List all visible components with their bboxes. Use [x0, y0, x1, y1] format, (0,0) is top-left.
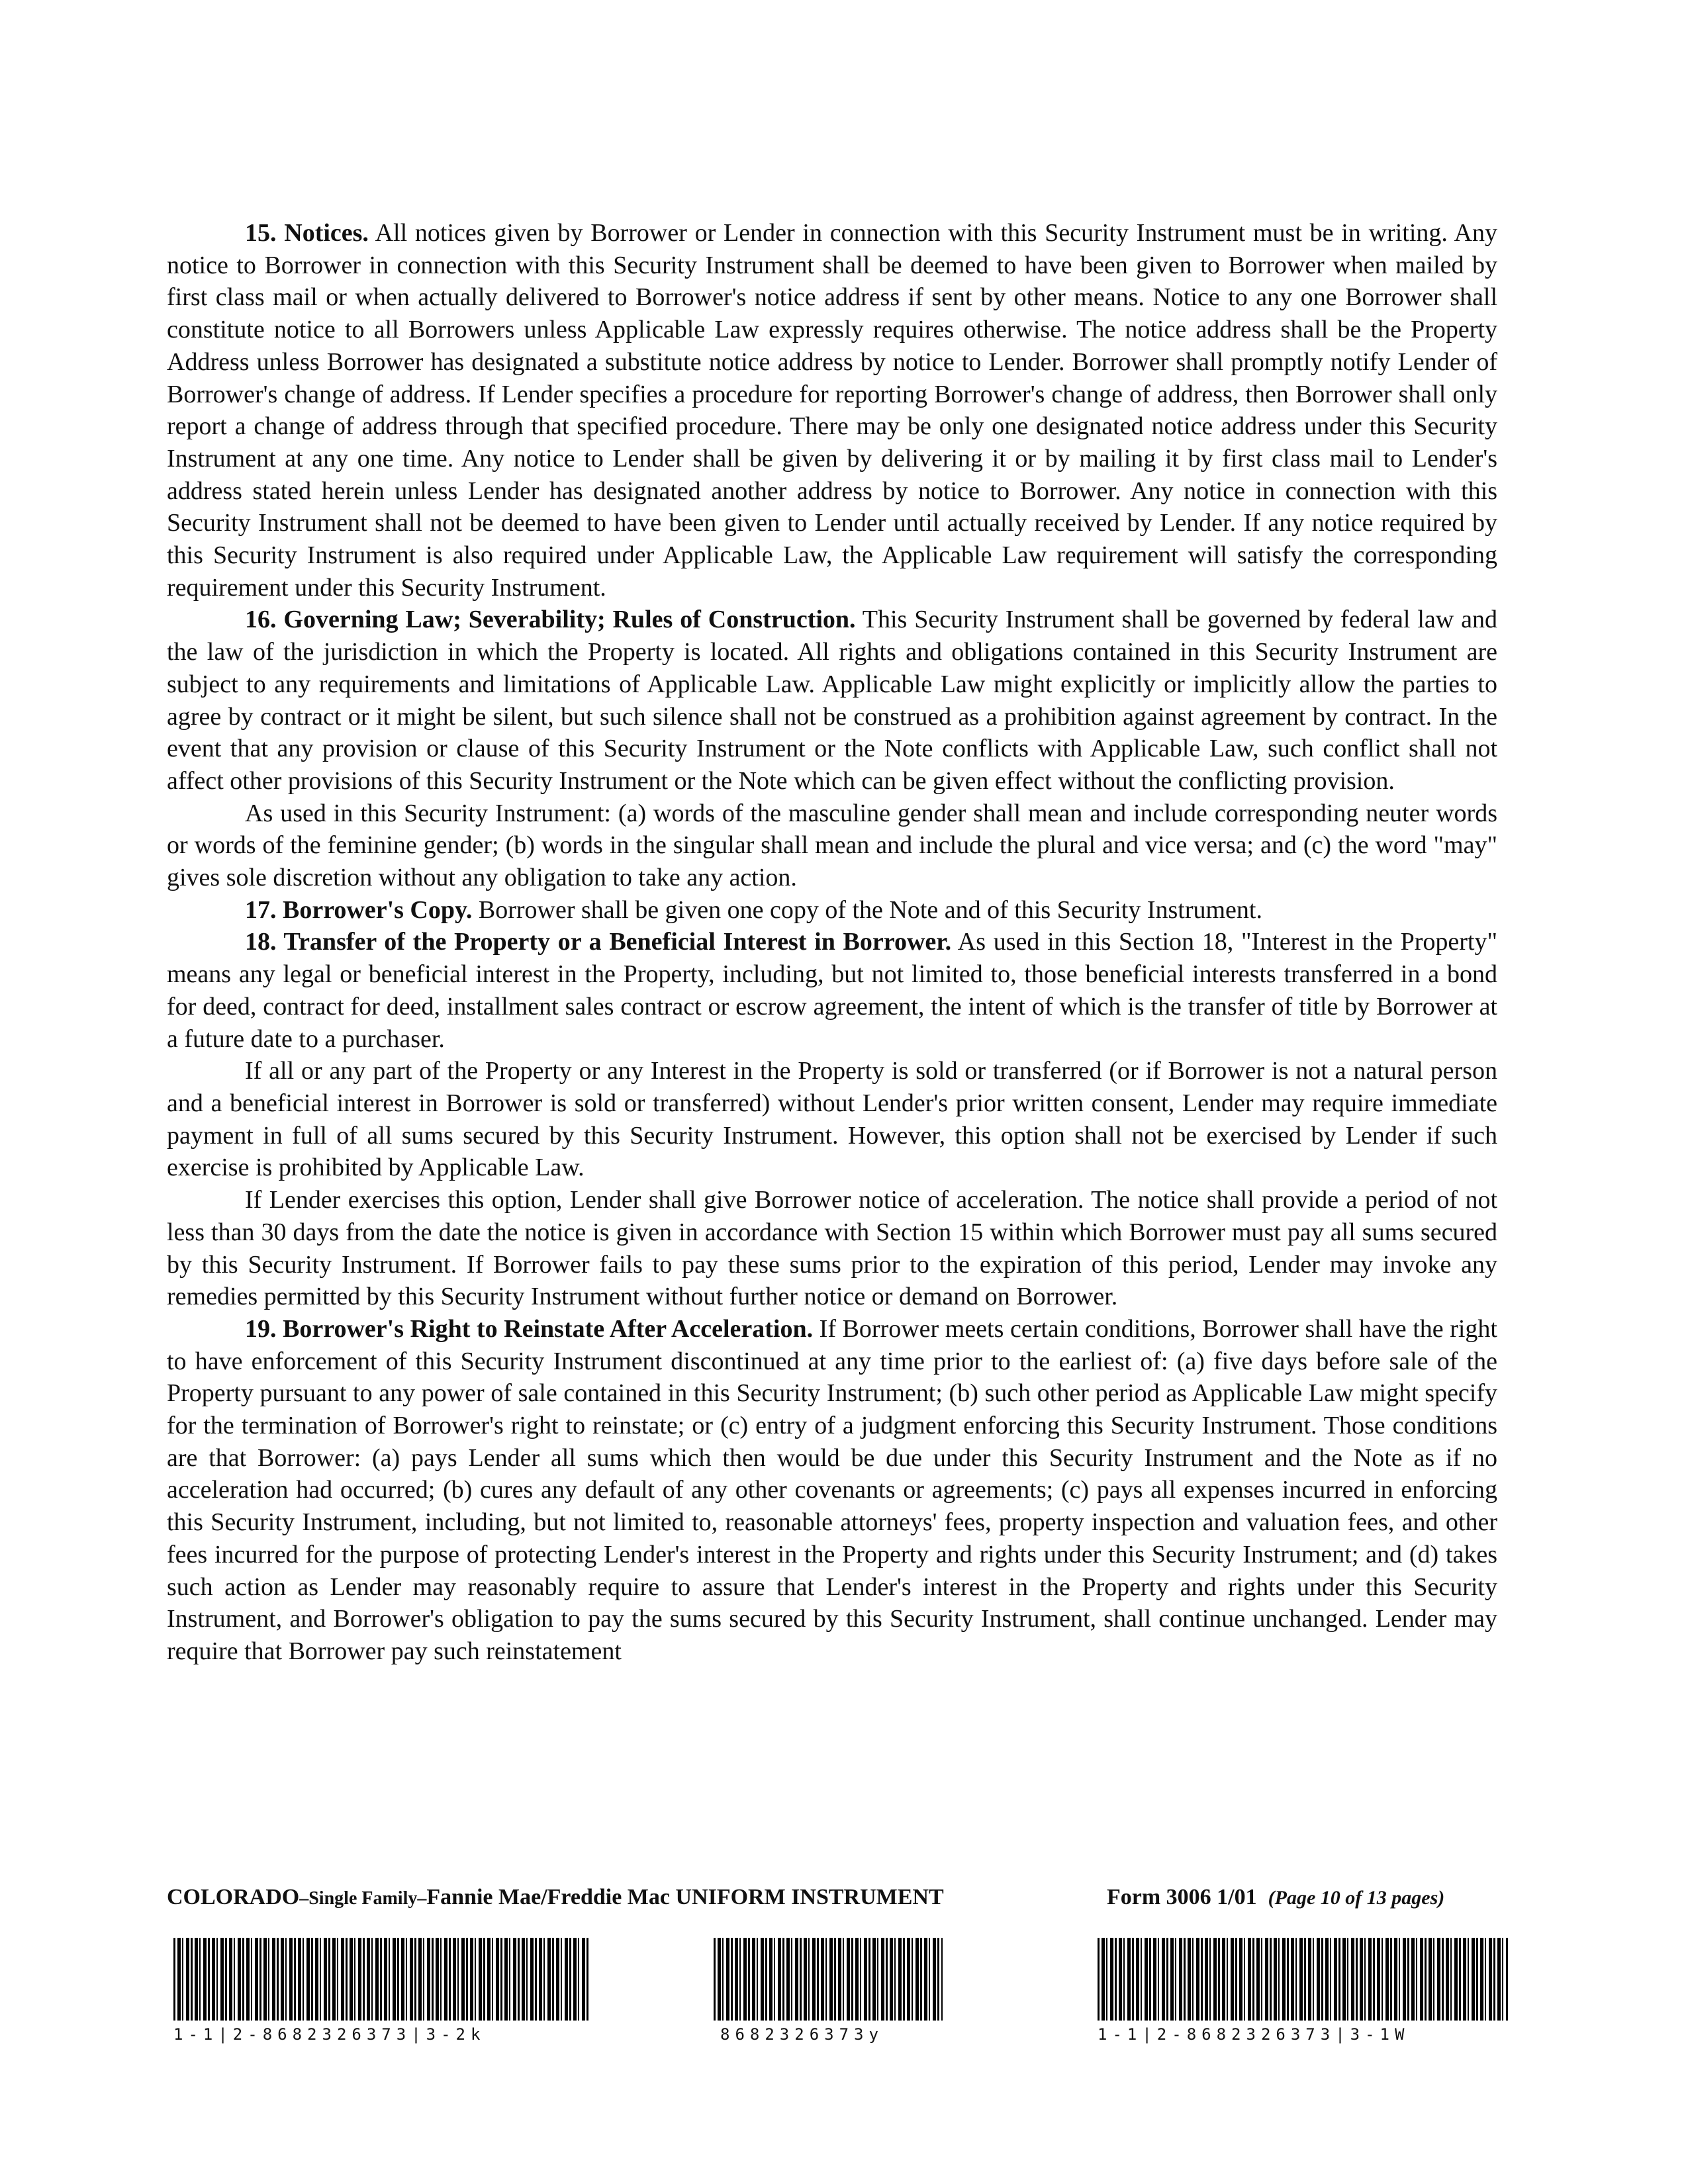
body-text [167, 217, 1497, 1668]
barcode-2-text: 8682326373y [720, 2025, 884, 2044]
footer-form-type: –Single Family– [299, 1888, 427, 1909]
section-18 [167, 926, 1497, 1055]
section-text: All notices given by Borrower or Lender in connection with this Security Instrument must be in writing. Any notice to Borrower in connection with this Security Instrument shall be deemed to have been given to Borrower when mailed by first class mail or when actually delivered to Borrower's notice address if sent by other means. Notice to any one Borrower shall constitute notice to all Borrowers unless Applicable Law expressly requires otherwise. The notice address shall be the Property Address unless Borrower has designated a substitute notice address by notice to Lender. Borrower shall promptly notify Lender of Borrower's change of address. If Lender specifies a procedure for reporting Borrower's change of address, then Borrower shall only report a change of address through that specified procedure. There may be only one designated notice address under this Security Instrument at any one time. Any notice to Lender shall be given by delivering it or by mailing it by first class mail to Lender's address stated herein unless Lender has designated another address by notice to Borrower. Any notice in connection with this Security Instrument shall not be deemed to have been given to Lender until actually received by Lender. If any notice required by this Security Instrument is also required under Applicable Law, the Applicable Law requirement will satisfy the corresponding requirement under this Security Instrument. [167, 219, 1497, 602]
footer-page-info: (Page 10 of 13 pages) [1268, 1887, 1445, 1909]
section-heading: 16. Governing Law; Severability; Rules of Construction. [245, 606, 856, 634]
barcode-3 [1098, 1938, 1508, 2021]
section-text: This Security Instrument shall be governed by federal law and the law of the jurisdiction in which the Property is located. All rights and obligations contained in this Security Instrument are subject to any requirements and limitations of Applicable Law. Applicable Law might explicitly or implicitly allow the parties to agree by contract or it might be silent, but such silence shall not be construed as a prohibition against agreement by contract. In the event that any provision or clause of this Security Instrument or the Note conflicts with Applicable Law, such conflict shall not affect other provisions of this Security Instrument or the Note which can be given effect without the conflicting provision. [167, 606, 1498, 795]
section-text: As used in this Security Instrument: (a) words of the masculine gender shall mean and include corresponding neuter words or words of the feminine gender; (b) words in the singular shall mean and include the plural and vice versa; and (c) the word "may" gives sole discretion without any obligation to take any action. [167, 799, 1497, 892]
section-19 [167, 1313, 1497, 1668]
section-text: Borrower shall be given one copy of the Note and of this Security Instrument. [472, 895, 1262, 924]
section-17 [167, 894, 1497, 927]
section-heading: 19. Borrower's Right to Reinstate After Acceleration. [245, 1314, 814, 1343]
barcode-1 [173, 1938, 590, 2021]
section-heading: 18. Transfer of the Property or a Beneficial Interest in Borrower. [245, 928, 952, 956]
section-18-paragraph [167, 1184, 1497, 1313]
section-16 [167, 604, 1497, 797]
section-18-paragraph [167, 1055, 1497, 1184]
footer-form-info [1107, 1885, 1444, 1910]
barcode-1-text: 1-1|2-8682326373|3-2k [173, 2025, 486, 2044]
footer-state: COLORADO [167, 1885, 300, 1909]
section-text: If all or any part of the Property or any Interest in the Property is sold or transferred (or if Borrower is not a natural person and a beneficial interest in Borrower is sold or transferred) without Lender's prior written consent, Lender may require immediate payment in full of all sums secured by this Security Instrument. However, this option shall not be exercised by Lender if such exercise is prohibited by Applicable Law. [167, 1057, 1497, 1182]
section-text: If Borrower meets certain conditions, Borrower shall have the right to have enforcement of this Security Instrument discontinued at any time prior to the earliest of: (a) five days before sale of the Property pursuant to any power of sale contained in this Security Instrument; (b) such other period as Applicable Law might specify for the termination of Borrower's right to reinstate; or (c) entry of a judgment enforcing this Security Instrument. Those conditions are that Borrower: (a) pays Lender all sums which then would be due under this Security Instrument and the Note as if no acceleration had occurred; (b) cures any default of any other covenants or agreements; (c) pays all expenses incurred in enforcing this Security Instrument, including, but not limited to, reasonable attorneys' fees, property inspection and valuation fees, and other fees incurred for the purpose of protecting Lender's interest in the Property and rights under this Security Instrument; and (d) takes such action as Lender may reasonably require to assure that Lender's interest in the Property and rights under this Security Instrument, and Borrower's obligation to pay the sums secured by this Security Instrument, shall continue unchanged. Lender may require that Borrower pay such reinstatement [167, 1314, 1497, 1665]
section-heading: 17. Borrower's Copy. [245, 895, 473, 924]
footer-instrument: Fannie Mae/Freddie Mac UNIFORM INSTRUMENT [426, 1885, 944, 1909]
section-text: If Lender exercises this option, Lender shall give Borrower notice of acceleration. The notice shall provide a period of not less than 30 days from the date the notice is given in accordance with Section 15 within which Borrower must pay all sums secured by this Security Instrument. If Borrower fails to pay these sums prior to the expiration of this period, Lender may invoke any remedies permitted by this Security Instrument without further notice or demand on Borrower. [167, 1186, 1497, 1311]
barcode-2 [714, 1938, 943, 2021]
barcode-3-text: 1-1|2-8682326373|3-1W [1098, 2025, 1410, 2044]
section-15 [167, 217, 1497, 604]
footer-form-number: Form 3006 1/01 [1107, 1885, 1257, 1909]
footer-form-title [167, 1885, 944, 1910]
section-heading: 15. Notices. [245, 219, 369, 247]
section-text: As used in this Section 18, "Interest in the Property" means any legal or beneficial interest in the Property, including, but not limited to, those beneficial interests transferred in a bond for deed, contract for deed, installment sales contract or escrow agreement, the intent of which is the transfer of title by Borrower at a future date to a purchaser. [167, 928, 1497, 1053]
section-16-paragraph [167, 797, 1497, 894]
